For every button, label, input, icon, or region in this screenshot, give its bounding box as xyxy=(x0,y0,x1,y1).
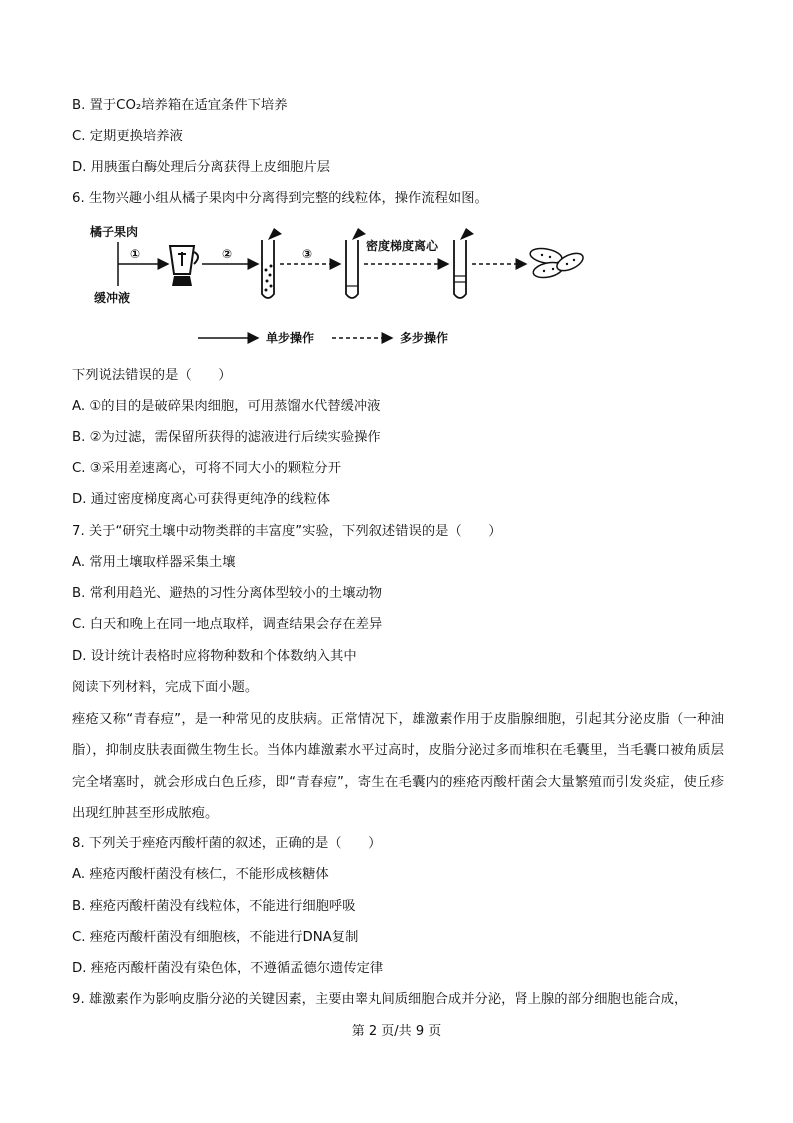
mitochondria-icon xyxy=(529,246,586,280)
q8-option-c: C. 痤疮丙酸杆菌没有细胞核，不能进行DNA复制 xyxy=(72,930,359,945)
q5-option-c: C. 定期更换培养液 xyxy=(72,129,183,144)
reading-instruction: 阅读下列材料，完成下面小题。 xyxy=(72,680,259,695)
q7-stem: 7. 关于“研究土壤中动物类群的丰富度”实验，下列叙述错误的是（ ） xyxy=(72,524,502,539)
step1-label: ① xyxy=(130,247,141,261)
q6-option-d: D. 通过密度梯度离心可获得更纯净的线粒体 xyxy=(72,492,331,507)
reading-material-paragraph: 痤疮又称“青春痘”，是一种常见的皮肤病。正常情况下，雄激素作用于皮脂腺细胞，引起其分泌皮脂（一种油脂），抑制皮肤表面微生物生长。当体内雄激素水平过高时，皮脂分泌过多而堆积在毛囊里，当毛囊口被角质层完全堵塞时，就会形成白色丘疹，即“青春痘”，寄生在毛囊内的痤疮丙酸杆菌会大量繁殖而引发炎症，使丘疹出现红肿甚至形成脓疱。 xyxy=(72,712,724,821)
q7-option-a: A. 常用土壤取样器采集土壤 xyxy=(72,555,236,570)
input-buffer: 缓冲液 xyxy=(94,291,131,305)
q7-option-b: B. 常利用趋光、避热的习性分离体型较小的土壤动物 xyxy=(72,586,383,601)
q5-option-b: B. 置于CO₂培养箱在适宜条件下培养 xyxy=(72,98,288,113)
q5-option-d: D. 用胰蛋白酶处理后分离获得上皮细胞片层 xyxy=(72,160,331,175)
q6-option-c: C. ③采用差速离心，可将不同大小的颗粒分开 xyxy=(72,461,342,476)
q7-option-c: C. 白天和晚上在同一地点取样，调查结果会存在差异 xyxy=(72,617,383,632)
q6-option-b: B. ②为过滤，需保留所获得的滤液进行后续实验操作 xyxy=(72,430,381,445)
q6-stem: 6. 生物兴趣小组从橘子果肉中分离得到完整的线粒体，操作流程如图。 xyxy=(72,191,488,206)
q8-option-a: A. 痤疮丙酸杆菌没有核仁，不能形成核糖体 xyxy=(72,867,329,882)
page-footer: 第 2 页/共 9 页 xyxy=(351,1024,442,1039)
q6-option-a: A. ①的目的是破碎果肉细胞，可用蒸馏水代替缓冲液 xyxy=(72,399,381,414)
input-orange-pulp: 橘子果肉 xyxy=(90,225,139,239)
legend-single-step: 单步操作 xyxy=(266,331,315,345)
test-tube-2-icon xyxy=(346,228,366,298)
q9-stem: 9. 雄激素作为影响皮脂分泌的关键因素，主要由睾丸间质细胞合成并分泌，肾上腺的部分细胞也能合成， xyxy=(72,992,688,1007)
q8-option-d: D. 痤疮丙酸杆菌没有染色体，不遵循孟德尔遗传定律 xyxy=(72,961,384,976)
test-tube-1-icon xyxy=(262,228,282,298)
q7-option-d: D. 设计统计表格时应将物种数和个体数纳入其中 xyxy=(72,649,357,664)
legend-multi-step: 多步操作 xyxy=(400,331,449,345)
q8-stem: 8. 下列关于痤疮丙酸杆菌的叙述，正确的是（ ） xyxy=(72,836,382,851)
step4-label: 密度梯度离心 xyxy=(366,239,439,253)
step3-label: ③ xyxy=(302,247,313,261)
mitochondria-isolation-diagram xyxy=(90,220,610,355)
test-tube-3-icon xyxy=(454,228,474,298)
q8-option-b: B. 痤疮丙酸杆菌没有线粒体，不能进行细胞呼吸 xyxy=(72,899,356,914)
blender-icon xyxy=(170,246,198,286)
q6-prompt: 下列说法错误的是（ ） xyxy=(72,368,232,383)
step2-label: ② xyxy=(222,247,233,261)
